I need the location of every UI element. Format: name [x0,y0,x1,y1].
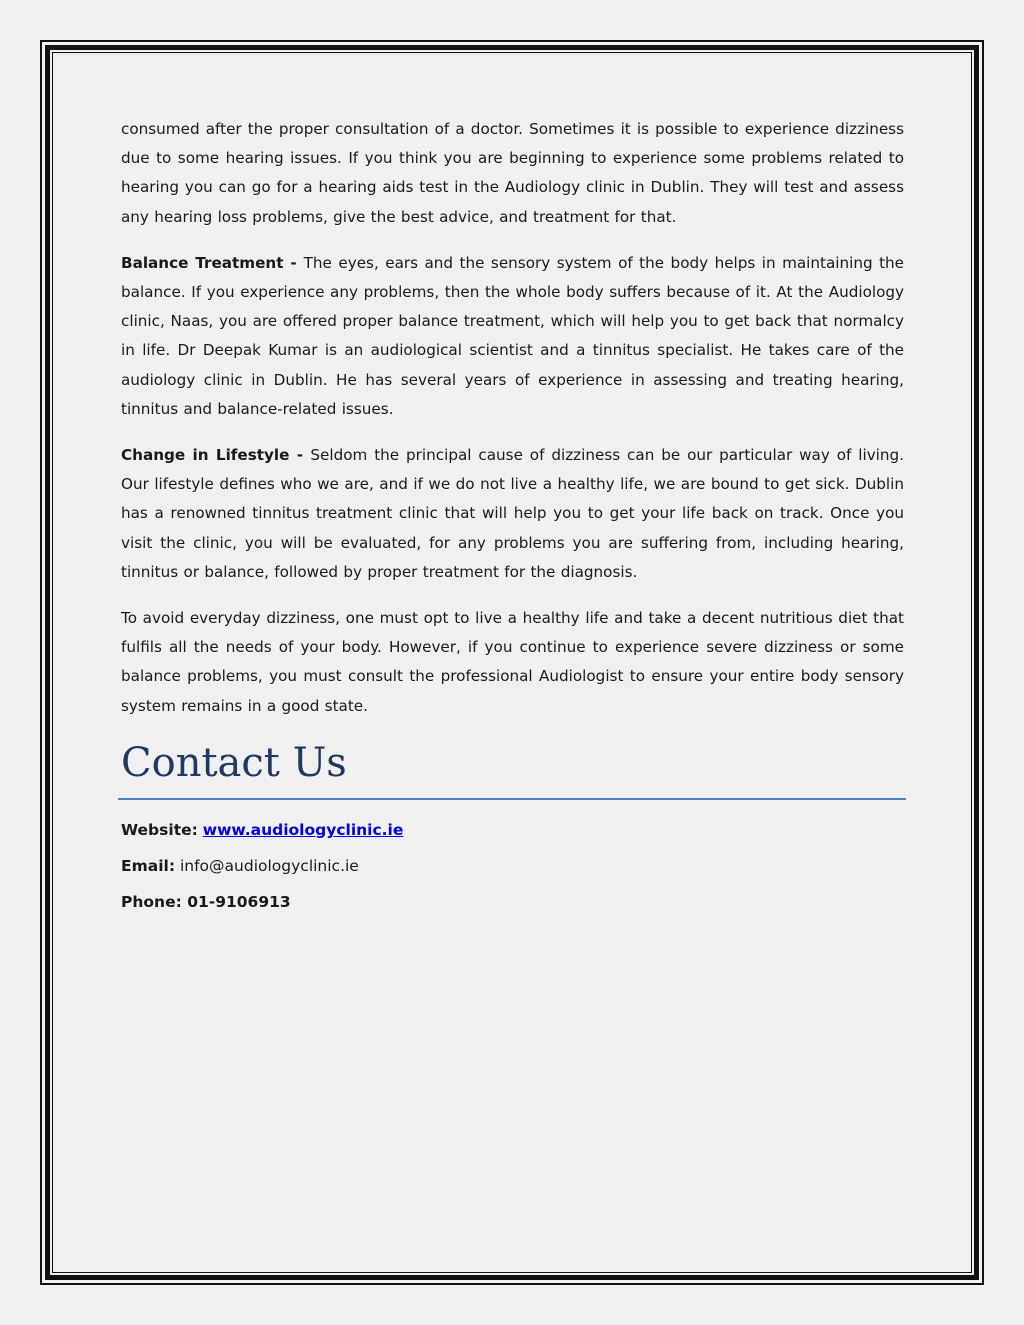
phone-label: Phone: [121,893,182,911]
paragraph-balance-treatment [121,249,904,424]
website-label: Website: [121,821,198,839]
paragraph-text: The eyes, ears and the sensory system of the body helps in maintaining the balance. If you experience any problems, then the whole body suffers because of it. At the Audiology clinic, Naas, you are offered proper balance treatment, which will help you to get back that normalcy in life. Dr Deepak Kumar is an audiological scientist and a tinnitus specialist. He takes care of the audiology clinic in Dublin. He has several years of experience in assessing and treating hearing, tinnitus and balance-related issues. [121,253,904,418]
email-value: info@audiologyclinic.ie [179,857,359,875]
website-link[interactable]: www.audiologyclinic.ie [202,821,404,839]
document-body [121,115,904,796]
paragraph-lead-lifestyle: Change in Lifestyle - [121,446,311,465]
paragraph-text: consumed after the proper consultation of a doctor. Sometimes it is possible to experience dizziness due to some hearing issues. If you think you are beginning to experience some problems related to hearing you can go for a hearing aids test in the Audiology clinic in Dublin. They will test and assess any hearing loss problems, give the best advice, and treatment for that. [121,120,904,226]
paragraph-lifestyle [121,441,904,587]
contact-heading: Contact Us [121,739,347,786]
contact-details [121,820,904,928]
paragraph-hearing-tests [121,115,904,232]
heading-underline-rule [118,798,906,800]
contact-website-line [121,820,904,840]
paragraph-text: To avoid everyday dizziness, one must opt to live a healthy life and take a decent nutritious diet that fulfils all the needs of your body. However, if you continue to experience severe dizziness or some balance problems, you must consult the professional Audiologist to ensure your entire body sensory system remains in a good state. [121,609,904,715]
contact-email-line [121,856,904,876]
contact-phone-line [121,892,904,912]
paragraph-lead-balance: Balance Treatment - [121,253,304,272]
email-label: Email: [121,857,176,875]
paragraph-text: Seldom the principal cause of dizziness can be our particular way of living. Our lifestyle defines who we are, and if we do not live a healthy life, we are bound to get sick. Dublin has a renowned tinnitus treatment clinic that will help you to get your life back on track. Once you visit the clinic, you will be evaluated, for any problems you are suffering from, including hearing, tinnitus or balance, followed by proper treatment for the diagnosis. [121,446,904,581]
paragraph-avoid-dizziness [121,604,904,721]
phone-value: 01-9106913 [187,893,291,911]
